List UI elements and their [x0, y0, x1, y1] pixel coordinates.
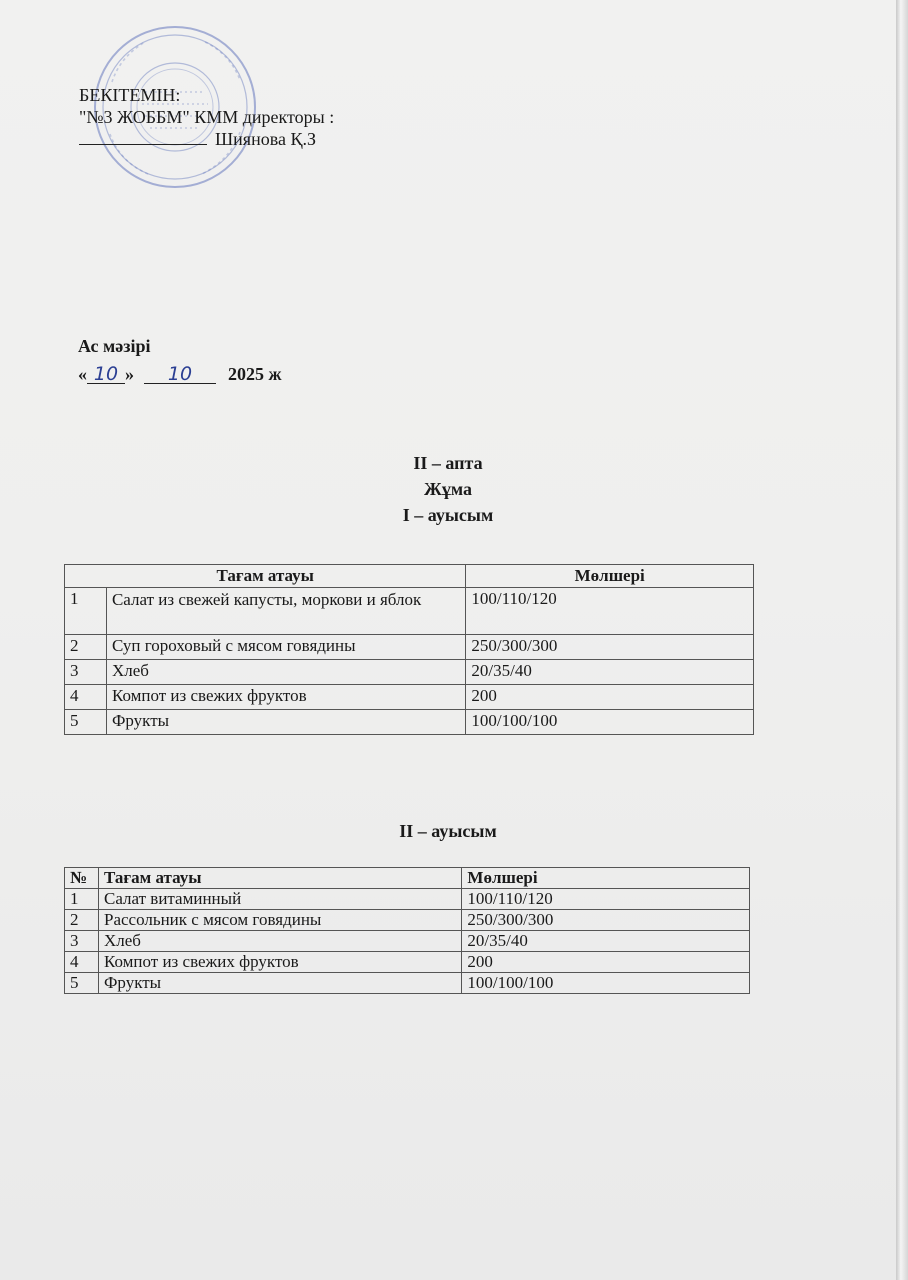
shift2-heading: [0, 818, 896, 844]
director-title: "№3 ЖОББМ" КММ директоры :: [79, 107, 335, 127]
weekday-label: Жұма: [424, 479, 472, 499]
table-row: [65, 660, 754, 685]
dish-name: Фрукты: [106, 710, 465, 735]
date-day: 10: [87, 365, 125, 384]
dish-name: Салат витаминный: [98, 889, 461, 910]
column-header-amount: Мөлшері: [466, 565, 754, 588]
dish-name: Суп гороховый с мясом говядины: [106, 635, 465, 660]
table-row: [65, 910, 750, 931]
table-row: [65, 973, 750, 994]
row-number: 4: [65, 952, 99, 973]
dish-name: Компот из свежих фруктов: [98, 952, 461, 973]
approval-heading: БЕКІТЕМІН:: [79, 85, 181, 105]
open-quote: «: [78, 364, 87, 384]
portion-amount: 100/100/100: [462, 973, 750, 994]
table-row: [65, 931, 750, 952]
row-number: 2: [65, 635, 107, 660]
table-row: [65, 952, 750, 973]
table-row: [65, 710, 754, 735]
date-month: 10: [144, 365, 216, 384]
row-number: 2: [65, 910, 99, 931]
table-row: [65, 635, 754, 660]
portion-amount: 250/300/300: [462, 910, 750, 931]
dish-name: Хлеб: [98, 931, 461, 952]
row-number: 1: [65, 588, 107, 635]
column-header-amount: Мөлшері: [462, 868, 750, 889]
portion-amount: 20/35/40: [462, 931, 750, 952]
column-header-name: Тағам атауы: [65, 565, 466, 588]
portion-amount: 200: [462, 952, 750, 973]
portion-amount: 200: [466, 685, 754, 710]
table-row: [65, 588, 754, 635]
row-number: 5: [65, 973, 99, 994]
column-header-number: №: [65, 868, 99, 889]
row-number: 3: [65, 660, 107, 685]
column-header-name: Тағам атауы: [98, 868, 461, 889]
row-number: 4: [65, 685, 107, 710]
menu-subheadings: [0, 450, 896, 528]
menu-title: Ас мәзірі: [78, 336, 151, 356]
portion-amount: 100/110/120: [466, 588, 754, 635]
date-year: 2025 ж: [228, 364, 282, 384]
table-row: [65, 889, 750, 910]
dish-name: Компот из свежих фруктов: [106, 685, 465, 710]
portion-amount: 250/300/300: [466, 635, 754, 660]
shift2-title: II – ауысым: [399, 821, 497, 841]
dish-name: Хлеб: [106, 660, 465, 685]
approval-block: [79, 84, 334, 150]
signer-name: Шиянова Қ.З: [215, 129, 316, 149]
shift2-table: [64, 867, 750, 994]
row-number: 5: [65, 710, 107, 735]
table-header-row: [65, 868, 750, 889]
page-edge: [896, 0, 908, 1280]
dish-name: Фрукты: [98, 973, 461, 994]
menu-header: [78, 332, 282, 388]
week-label: II – апта: [413, 453, 483, 473]
shift1-table: [64, 564, 754, 735]
signature-row: [79, 128, 334, 150]
dish-name: Салат из свежей капусты, моркови и яблок: [106, 588, 465, 635]
shift1-title: I – ауысым: [402, 505, 494, 525]
portion-amount: 20/35/40: [466, 660, 754, 685]
dish-name: Рассольник с мясом говядины: [98, 910, 461, 931]
portion-amount: 100/110/120: [462, 889, 750, 910]
row-number: 1: [65, 889, 99, 910]
table-row: [65, 685, 754, 710]
row-number: 3: [65, 931, 99, 952]
close-quote: »: [125, 364, 134, 384]
menu-date: [78, 360, 282, 388]
portion-amount: 100/100/100: [466, 710, 754, 735]
signature-line: [79, 130, 207, 145]
table-header-row: [65, 565, 754, 588]
